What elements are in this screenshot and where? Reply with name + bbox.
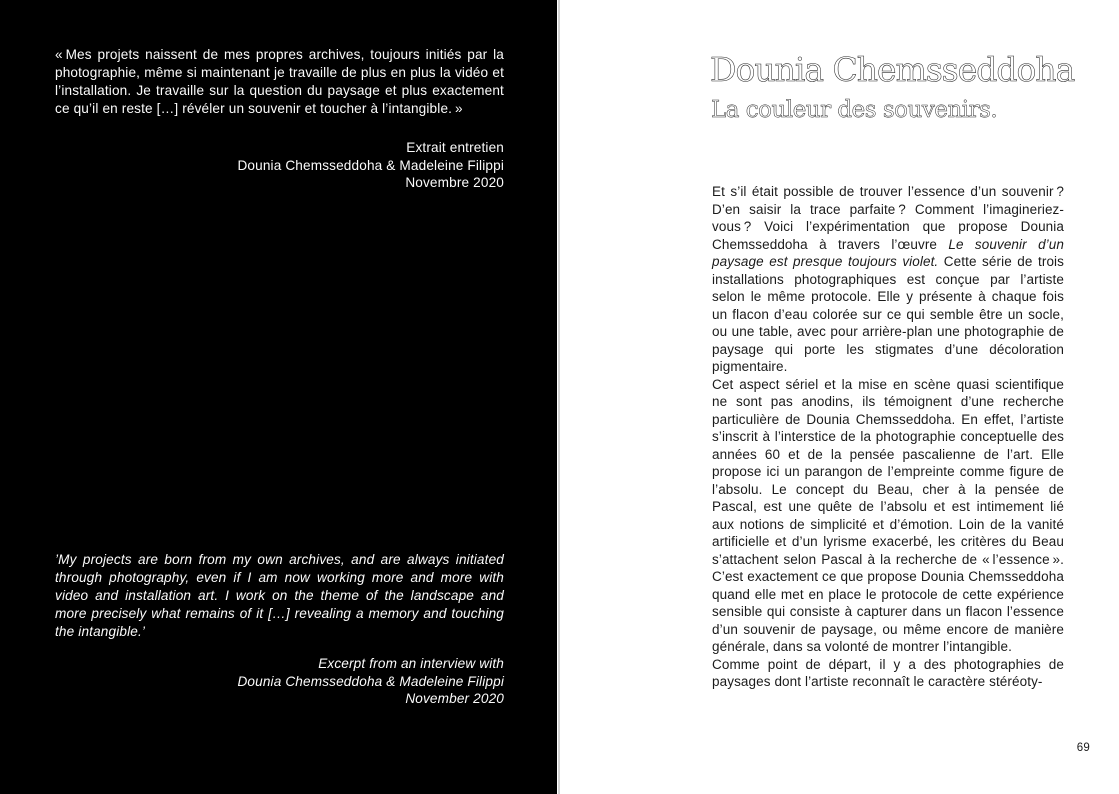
- attribution-line: Dounia Chemsseddoha & Madeleine Filippi: [237, 157, 504, 173]
- body-paragraph: Comme point de départ, il y a des photographies de paysages dont l’artiste reconnaît le caractère stéréoty-: [712, 656, 1064, 689]
- attribution-line: Novembre 2020: [405, 175, 504, 190]
- article-subtitle: La couleur des souvenirs.: [711, 97, 998, 123]
- french-quote-attribution: [55, 139, 504, 192]
- body-paragraph: Cet aspect sériel et la mise en scène quasi scientifique ne sont pas anodins, ils témoignent d’une recherche particulière de Dounia Chemsseddoha. En effet, l’artiste s’inscrit à l’interstice de la photographie conceptuelle des années 60 et de la pensée pascalienne de l’art. Elle propose ici un parangon de l’empreinte comme figure de l’absolu. Le concept du Beau, cher à la pensée de Pascal, est une quête de l’absolu et est intimement lié aux notions de simplicité et d’émotion. Loin de la vanité artificielle et d’un lyrisme exacerbé, les critères du Beau s’attachent selon Pascal à la recherche de « l’essence ». C’est exactement ce que propose Dounia Chemsseddoha quand elle met en place le protocole de cette expérience sensible qui consiste à capturer dans un flacon l’essence d’un souvenir de paysage, ou même encore de manière générale, dans sa volonté de montrer l’intangible.: [712, 376, 1064, 654]
- page-number: 69: [1076, 742, 1090, 754]
- attribution-line: Dounia Chemsseddoha & Madeleine Filippi: [237, 673, 504, 689]
- attribution-line: Extrait entretien: [406, 140, 504, 155]
- attribution-line: Excerpt from an interview with: [318, 656, 504, 671]
- article-body: [712, 183, 1064, 691]
- english-quote-attribution: [55, 655, 504, 708]
- english-quote: ’My projects are born from my own archives, and are always initiated through photography, even if I am now working more and more with video and installation art. I work on the theme of the landscape and more precisely what remains of it […] revealing a memory and touching the intangible.’: [55, 552, 504, 639]
- body-paragraph: Et s’il était possible de trouver l’essence d’un souvenir ? D’en saisir la trace parfaite ? Comment l’imagineriez-vous ? Voici l’expérimentation que propose Dounia Chemsseddoha à travers l’œuvre Le souvenir d’un paysage est presque toujours violet. Cette série de trois installations photographiques est conçue par l’artiste selon le même protocole. Elle y présente à chaque fois un flacon d’eau colorée sur ce qui semble être un socle, ou une table, avec pour arrière-plan une photographie de paysage qui porte les stigmates d’une décoloration pigmentaire.: [712, 184, 1065, 374]
- french-quote: « Mes projets naissent de mes propres archives, toujours initiés par la photographie, même si maintenant je travaille de plus en plus la vidéo et l’installation. Je travaille sur la question du paysage et plus exactement ce qu’il en reste […] révéler un souvenir et toucher à l’intangible. »: [55, 47, 504, 116]
- attribution-line: November 2020: [405, 691, 504, 706]
- article-title: Dounia Chemsseddoha: [710, 50, 1075, 89]
- right-page: [560, 0, 1119, 794]
- left-page: [0, 0, 557, 794]
